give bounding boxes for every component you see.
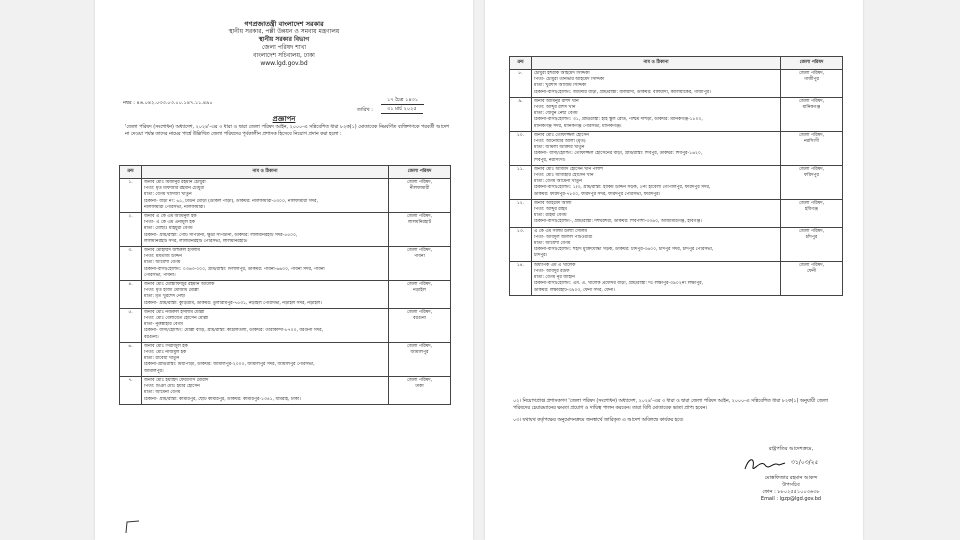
district-cell (781, 70, 843, 98)
branch-name: জেলা পরিষদ শাখা (261, 44, 307, 51)
address-line: নীলফামারী পৌরসভা, নীলফামারী। (144, 204, 206, 210)
table-row (120, 342, 451, 376)
appointee-name: জনাব মোঃ মোস্তাফিজুর রহমান আলেক (144, 282, 215, 288)
district-line: নড়াইল (413, 288, 426, 294)
table-row (120, 247, 451, 281)
address-line: পিতা- চৌধুরী তানভীর আহমেদ সিদ্দিকী (534, 77, 605, 83)
serial-number: ১১. (510, 165, 532, 199)
district-line: চাঁদপুর (805, 234, 818, 240)
appointee-name: জনাব মোঃ সিরাজুল হক (144, 343, 188, 349)
serial-number: ৯. (510, 97, 532, 131)
address-line: মাতা: রহিমা বেগম (534, 213, 567, 219)
address-line: ঠিকানা- গ্রাম/রাস্তা: কামারপুর, ছোট কামারপুর, ডাকঘর: কামারপুর-১৩৪১, ধামরাই, ঢাকা। (144, 396, 301, 402)
address-line: পিতা: মোঃ নাজমুল হক (144, 350, 187, 356)
table-header-row (510, 57, 843, 70)
appointee-name: জনাব আমিনুর রশিদ খান (534, 98, 579, 104)
table-row (120, 213, 451, 247)
serial-header: ক্রম (120, 166, 142, 179)
table-row (510, 165, 843, 199)
paragraph-3: ০৩। যথাযথ কর্তৃপক্ষের অনুমোদনক্রমে জনস্বার্থে জারিকৃত এ আদেশ অবিলম্বে কার্যকর হবে। (513, 418, 684, 423)
serial-number: ৩. (120, 247, 142, 281)
district-line: জেলা পরিষদ, (798, 262, 825, 268)
date-english: ৩১ মার্চ ২০২৫ (381, 105, 423, 114)
document-page-1 (95, 0, 473, 540)
intro-paragraph: 'জেলা পরিষদ (সংশোধন) অধ্যাদেশ, ২০২৪'-এর ৩ ধারা ও দ্বারা জেলা পরিষদ আইন, ২০০০-এ সন্নিবেশিত ধারা ৮২ক(১) মোতাবেক নিম্নবর্ণিত ব্যক্তিগণকে পরবর্তী আদেশ না দেওয়া পর্যন্ত তাদের নামের পার্শ্বে উল্লিখিত জেলা পরিষদের পূর্বকালীন প্রশাসক হিসেবে নিয়োগ প্রদান করা হলো : (125, 125, 449, 137)
address-line: ঠিকানা- বাসা/হোল্ডিং: তোফাজ্জল হোসেনের বাড়ী, গ্রাম/রাস্তা: শিবপুর, ডাকঘর: শিবপুর-১৬২০, (534, 151, 703, 157)
address-line: মাতা: আমেনা বেগম (144, 390, 181, 396)
district-line: নীলফামারী (409, 186, 430, 192)
serial-number: ৮. (510, 70, 532, 98)
order-line: রাষ্ট্রপতির আদেশক্রমে, (768, 446, 814, 452)
district-line: জেলা পরিষদ, (406, 343, 433, 349)
address-line: মাতা: বেগম খাদিজা খাতুন (144, 192, 192, 198)
district-cell (389, 308, 451, 342)
table-row (510, 97, 843, 131)
district-line: জেলা পরিষদ, (798, 98, 825, 104)
date-label: তারিখ : (357, 106, 373, 113)
letterhead (95, 20, 473, 68)
name-address-cell (532, 70, 781, 98)
table-row (120, 376, 451, 404)
appointee-name: জনাব এ কে এম আমিনুল হক (144, 214, 197, 220)
address-line: পিতা: মৃত হাজী মোজাম মোল্লা (144, 288, 199, 294)
district-line: নরসিংদী (803, 139, 819, 145)
address-line: ডাকঘর: ফরিদপুর-৭৮০০, ফরিদপুর সদর, ফরিদপুর পৌরসভা, ফরিদপুর। (534, 191, 661, 197)
name-address-cell (142, 308, 389, 342)
address-line: ঠিকানা- গ্রাম/রাস্তা: গোর্ট সাপটানা, ক্ষুদ্রা সাপটানা, ডাকঘর: লালমনিরহাট সদর-৫৫০০, (144, 232, 298, 238)
serial-number: ১৪. (510, 261, 532, 295)
district-line: লালমনিরহাট (407, 220, 432, 226)
district-line: জেলা পরিষদ, (406, 377, 433, 383)
notice-title: প্রজ্ঞাপন (272, 115, 296, 123)
name-address-header: নাম ও ঠিকানা (142, 166, 389, 179)
district-cell (389, 247, 451, 281)
appointee-name: এ কে এম সলিম উল্যা সেলিম (534, 228, 587, 234)
district-line: জেলা পরিষদ, (406, 214, 433, 220)
address-line: পিতা: আব্দুর রহিম (534, 207, 567, 213)
appointee-name: অধ্যাপক এম এ খালেক (534, 262, 576, 268)
address-line: ঠিকানা-বাসা/হোল্ডিং: ১/৩, গ্রাম/রাস্তা: হাকিম উদ্দিন সড়ক, ২নং হাবেলী গোপালপুর, ফরিদপুর সদর, (534, 185, 711, 191)
district-cell (389, 281, 451, 309)
appointee-table-2 (509, 56, 843, 296)
district-line: জামালপুর (410, 350, 429, 356)
signatory-email: Email : lgzp@lgd.gov.bd (760, 496, 822, 502)
appointee-name: জনাব মোহাম্মদ জহুরুল ইসলাম (144, 248, 200, 254)
memo-number: নম্বর : ৪৬.০৪২.০৩৩.০৩.০০.১৪৭.১১.৪৯০ (123, 100, 213, 106)
address-line: ঠিকানা-বাসা/হোল্ডিং-, গ্রাম/রাস্তা: দশঘরশরী, ডাকঘর: শিবপাশা-৩৩৬০, আজমিরিগঞ্জ, হবিগঞ্জ। (534, 219, 702, 225)
name-address-cell (142, 179, 389, 213)
district-cell (389, 213, 451, 247)
appointee-name: জনাব মোঃ আজাদ হোসেন খান পলাশ (534, 166, 603, 172)
table-row (510, 131, 843, 165)
address-line: চাঁদপুর। (534, 253, 548, 259)
appointee-name: জনাব মোঃ মিজানুর রহমান চৌধুরী (144, 180, 206, 185)
date-bangla: ১৭ চৈত্র ১৪৩১ (381, 96, 424, 105)
district-cell (389, 342, 451, 376)
serial-number: ১. (120, 179, 142, 213)
district-cell (389, 179, 451, 213)
table-row (510, 227, 843, 261)
address-line: লালমনিরহাট সদর, লালমনিরহাট পৌরসভা, লালমনিরহাট। (144, 238, 248, 244)
address-line: বরগুনা। (144, 334, 159, 340)
name-address-cell (142, 376, 389, 404)
signatory-name: মোস্তফিজার রহমান আকন্দ (764, 475, 818, 481)
district-line: জেলা পরিষদ, (406, 180, 433, 185)
address-line: পিতা: মিঞা মোঃ ইয়ার হোসেন (144, 384, 200, 390)
pen-mark-icon (123, 518, 143, 536)
govt-name: গণপ্রজাতন্ত্রী বাংলাদেশ সরকার (244, 20, 324, 28)
district-line: জেলা পরিষদ, (798, 166, 825, 172)
closing-paragraphs (513, 398, 843, 429)
name-address-cell (532, 199, 781, 227)
district-line: ঢাকা (415, 384, 424, 390)
signature-block (731, 446, 851, 503)
table-row (120, 179, 451, 213)
address-line: মাতা: জমিলা আক্তার খাতুন (534, 145, 585, 151)
district-cell (781, 261, 843, 295)
address-line: শিবপুর, নরসিংদী। (534, 157, 566, 163)
serial-number: ৫. (120, 308, 142, 342)
name-address-header: নাম ও ঠিকানা (532, 57, 781, 70)
name-address-cell (142, 247, 389, 281)
district-line: জেলা পরিষদ, (798, 200, 825, 206)
signature (731, 453, 851, 475)
address-line: ঠিকানা-বাসা/হোল্ডিং: ৩১, গ্রাম/রাস্তা: হাই স্কুল রোড, পশ্চিম দাশড়া, ডাকঘর: মানিকগঞ্জ-১৮০০, (534, 117, 703, 123)
serial-number: ৭. (120, 376, 142, 404)
appointee-name: জনাব মোঃ নজরুল ইসলাম মোল্লা (144, 309, 205, 315)
address-line: মাতা: রাবেয়া খাতুন (144, 356, 180, 362)
address-line: পিতা- আবদুল জলিল পাটওয়ারী (534, 234, 593, 240)
paragraph-2: ০২। নিয়োগপ্রাপ্ত প্রশাসকগণ 'জেলা পরিষদ (সংশোধন) অধ্যাদেশ, ২০২৪'-এর ৩ ধারা ও দ্বারা জেলা পরিষদ আইন, ২০০০-এ সন্নিবেশিত ধারা ৮২ক(১) অনুযায়ী জেলা পরিষদের চেয়ারম্যানের ক্ষমতা প্রয়োগ ও দায়িত্ব পালন করবেন। তারা বিধি মোতাবেক ভাতা প্রাপ্য হবেন। (513, 399, 828, 411)
address-line: ঠিকানা-বাসা/হোল্ডিং: শহীদ মুক্তিযোদ্ধা সড়ক, ডাকঘর: চাঁদপুর-৩৬০০, চাঁদপুর সদর, চাঁদপুর পৌরসভা, (534, 247, 714, 253)
signature-date: ৩১/০৩/২৫ (791, 459, 819, 466)
address-line: ঠিকানা- গ্রাম/রাস্তা: কুড়িগ্রাম, ডাকঘর: তুলারামপুর-৭৫৩১, নড়াইল পৌরসভা, নড়াইল সদর, নড়াইল। (144, 300, 322, 306)
signatory-phone: ফোন : ৮৮০২৫৫১০০৩৬৩৮ (762, 489, 820, 495)
district-line: মানিকগঞ্জ (802, 105, 821, 111)
address-line: মাতা: আয়েশা বেগম (534, 241, 571, 247)
address-line: জামালপুর। (144, 368, 164, 374)
name-address-cell (532, 227, 781, 261)
address-line: ঠিকানা-বাসা/হোল্ডিং: জমিদার বাড়ী, গ্রাম/রাস্তা: বলিয়াদী, ডাকঘর: বলিয়াদী, কালিয়াকৈর, গাজীপুর। (534, 89, 711, 95)
address-line: মাতা: জেবুন নেছা বেগম (534, 111, 578, 117)
office-address: বাংলাদেশ সচিবালয়, ঢাকা (253, 52, 315, 59)
name-address-cell (532, 261, 781, 295)
district-cell (781, 97, 843, 131)
table-row (510, 70, 843, 98)
address-line: মাতা: বেগম আমেনা খাতুন (534, 179, 582, 185)
district-line: জেলা পরিষদ, (406, 282, 433, 288)
serial-number: ১২. (510, 199, 532, 227)
address-line: মাতা: বেগম নূর জাহান (534, 275, 575, 281)
address-line: পিতা: মৃত মফিজার রহমান চৌধুরী (144, 186, 205, 192)
address-line: মানিকগঞ্জ সদর, মানিকগঞ্জ পৌরসভা, মানিকগঞ্জ। (534, 123, 622, 129)
appointee-table-1 (119, 165, 451, 405)
district-line: জেলা পরিষদ, (798, 132, 825, 138)
appointee-name: চৌধুরী ইশরাক আহমেদ সিদ্দিকী (534, 71, 590, 76)
district-line: জেলা পরিষদ, (406, 309, 433, 315)
district-line: হবিগঞ্জ (805, 207, 818, 213)
address-line: পৌরসভা, পাবনা। (144, 272, 176, 278)
table-row (510, 199, 843, 227)
address-line: মাতা- নুরুন্নাহার বেগম (144, 322, 183, 328)
address-line: ঠিকানা-বাসা/হোল্ডিং: ০৩৬৩-০০০, গ্রাম/রাস্তা: দিলালপুর, ডাকঘর: পাবনা-৬৬০০, পাবনা সদর, পাবনা (144, 266, 325, 272)
name-address-cell (142, 342, 389, 376)
name-address-cell (532, 131, 781, 165)
address-line: পিতা: মমতাজ উদ্দিন (144, 254, 182, 260)
serial-header: ক্রম (510, 57, 532, 70)
district-line: গাজীপুর (803, 77, 820, 83)
address-line: ডাকঘর: লক্ষারহাট-৩৯০৩, ফেনী সদর, ফেনী। (534, 287, 615, 293)
address-line: পিতা- আবদুর রউফ (534, 268, 570, 274)
address-line: মাতা: খুরশীদ আজিম সিদ্দিকী (534, 83, 587, 89)
address-line: মাতা: মৃত খুরশেদ নেছা (144, 294, 185, 300)
name-address-cell (532, 165, 781, 199)
serial-number: ২. (120, 213, 142, 247)
district-cell (389, 376, 451, 404)
appointee-name: জনাব মোঃ ইয়াহিদ ফেরদৌস মোরাদ (144, 377, 209, 383)
ministry-name: স্থানীয় সরকার, পল্লী উন্নয়ন ও সমবায় মন্ত্রণালয় (228, 28, 340, 35)
name-address-cell (142, 213, 389, 247)
district-line: পাবনা (414, 254, 425, 260)
district-cell (781, 165, 843, 199)
address-line: ঠিকানা- বাসা/হোল্ডিং: মোল্লা বাড়ি, গ্রাম/রাস্তা: কাঠালতলী, ডাকঘর: তারাকান্দা-৮৭০০, বরগুনা সদর, (144, 328, 324, 334)
name-address-cell (532, 97, 781, 131)
table-header-row (120, 166, 451, 179)
serial-number: ৬. (120, 342, 142, 376)
district-line: জেলা পরিষদ, (798, 71, 825, 76)
table-row (510, 261, 843, 295)
serial-number: ৪. (120, 281, 142, 309)
district-cell (781, 199, 843, 227)
address-line: মাতা: মোছাঃ মাহমুরা বেগম (144, 226, 193, 232)
district-line: জেলা পরিষদ, (406, 248, 433, 254)
address-line: মাতা: আয়েশা বেগম (144, 260, 181, 266)
address-line: পিতা: আনোয়ার আলী (মৃত) (534, 139, 586, 145)
address-line: পিতা: মোঃ বেলায়েত হোসেন মোল্লা (144, 316, 209, 322)
table-row (120, 281, 451, 309)
serial-number: ১৩. (510, 227, 532, 261)
website: www.lgd.gov.bd (260, 60, 308, 67)
address-line: পিতা: আব্দুর রশিদ খান (534, 105, 576, 111)
division-name: স্থানীয় সরকার বিভাগ (258, 36, 310, 43)
appointee-name: জনাব মোঃ তোফাজ্জল হোসেন (534, 132, 589, 138)
address-line: ঠিকানা-গ্রাম/রাস্তা: মিয়াপাড়া, ডাকঘর: জামালপুর-২০০০, জামালপুর সদর, জামালপুর পৌরসভা, (144, 362, 315, 368)
district-line: ফরিদপুর (804, 173, 819, 179)
district-line: ফেনী (806, 268, 817, 274)
address-line: পিতা: মোঃ আজহার হোসেন খান (534, 173, 594, 179)
district-header: জেলা পরিষদ (781, 57, 843, 70)
district-cell (781, 131, 843, 165)
table-row (120, 308, 451, 342)
appointee-name: জনাব আহমেদ আলী (534, 200, 572, 206)
district-cell (781, 227, 843, 261)
address-line: পিতা- এ কে এম এনামুল হক (144, 220, 195, 226)
serial-number: ১০. (510, 131, 532, 165)
address-line: ঠিকানা- বাড়ী নং: ৬১, টাউন মোড়া (উকিল পাড়া), ডাকঘর: নীলফামারী-৫৩০০, নীলফামারী সদর, (144, 198, 318, 204)
name-address-cell (142, 281, 389, 309)
address-line: ঠিকানা-বাসা/হোল্ডিং: এম. এ. খালেক প্রফেসর বাড়ী, গ্রাম/রাস্তা: দঃ লক্ষীপুর-৩৯০২নং লক্ষীপুর, (534, 281, 704, 287)
document-page-2 (485, 0, 863, 540)
district-line: জেলা পরিষদ, (798, 228, 825, 234)
date-block (357, 96, 424, 114)
signatory-designation: উপসচিব (782, 482, 800, 488)
district-line: বরগুনা (413, 316, 426, 322)
district-header: জেলা পরিষদ (389, 166, 451, 179)
